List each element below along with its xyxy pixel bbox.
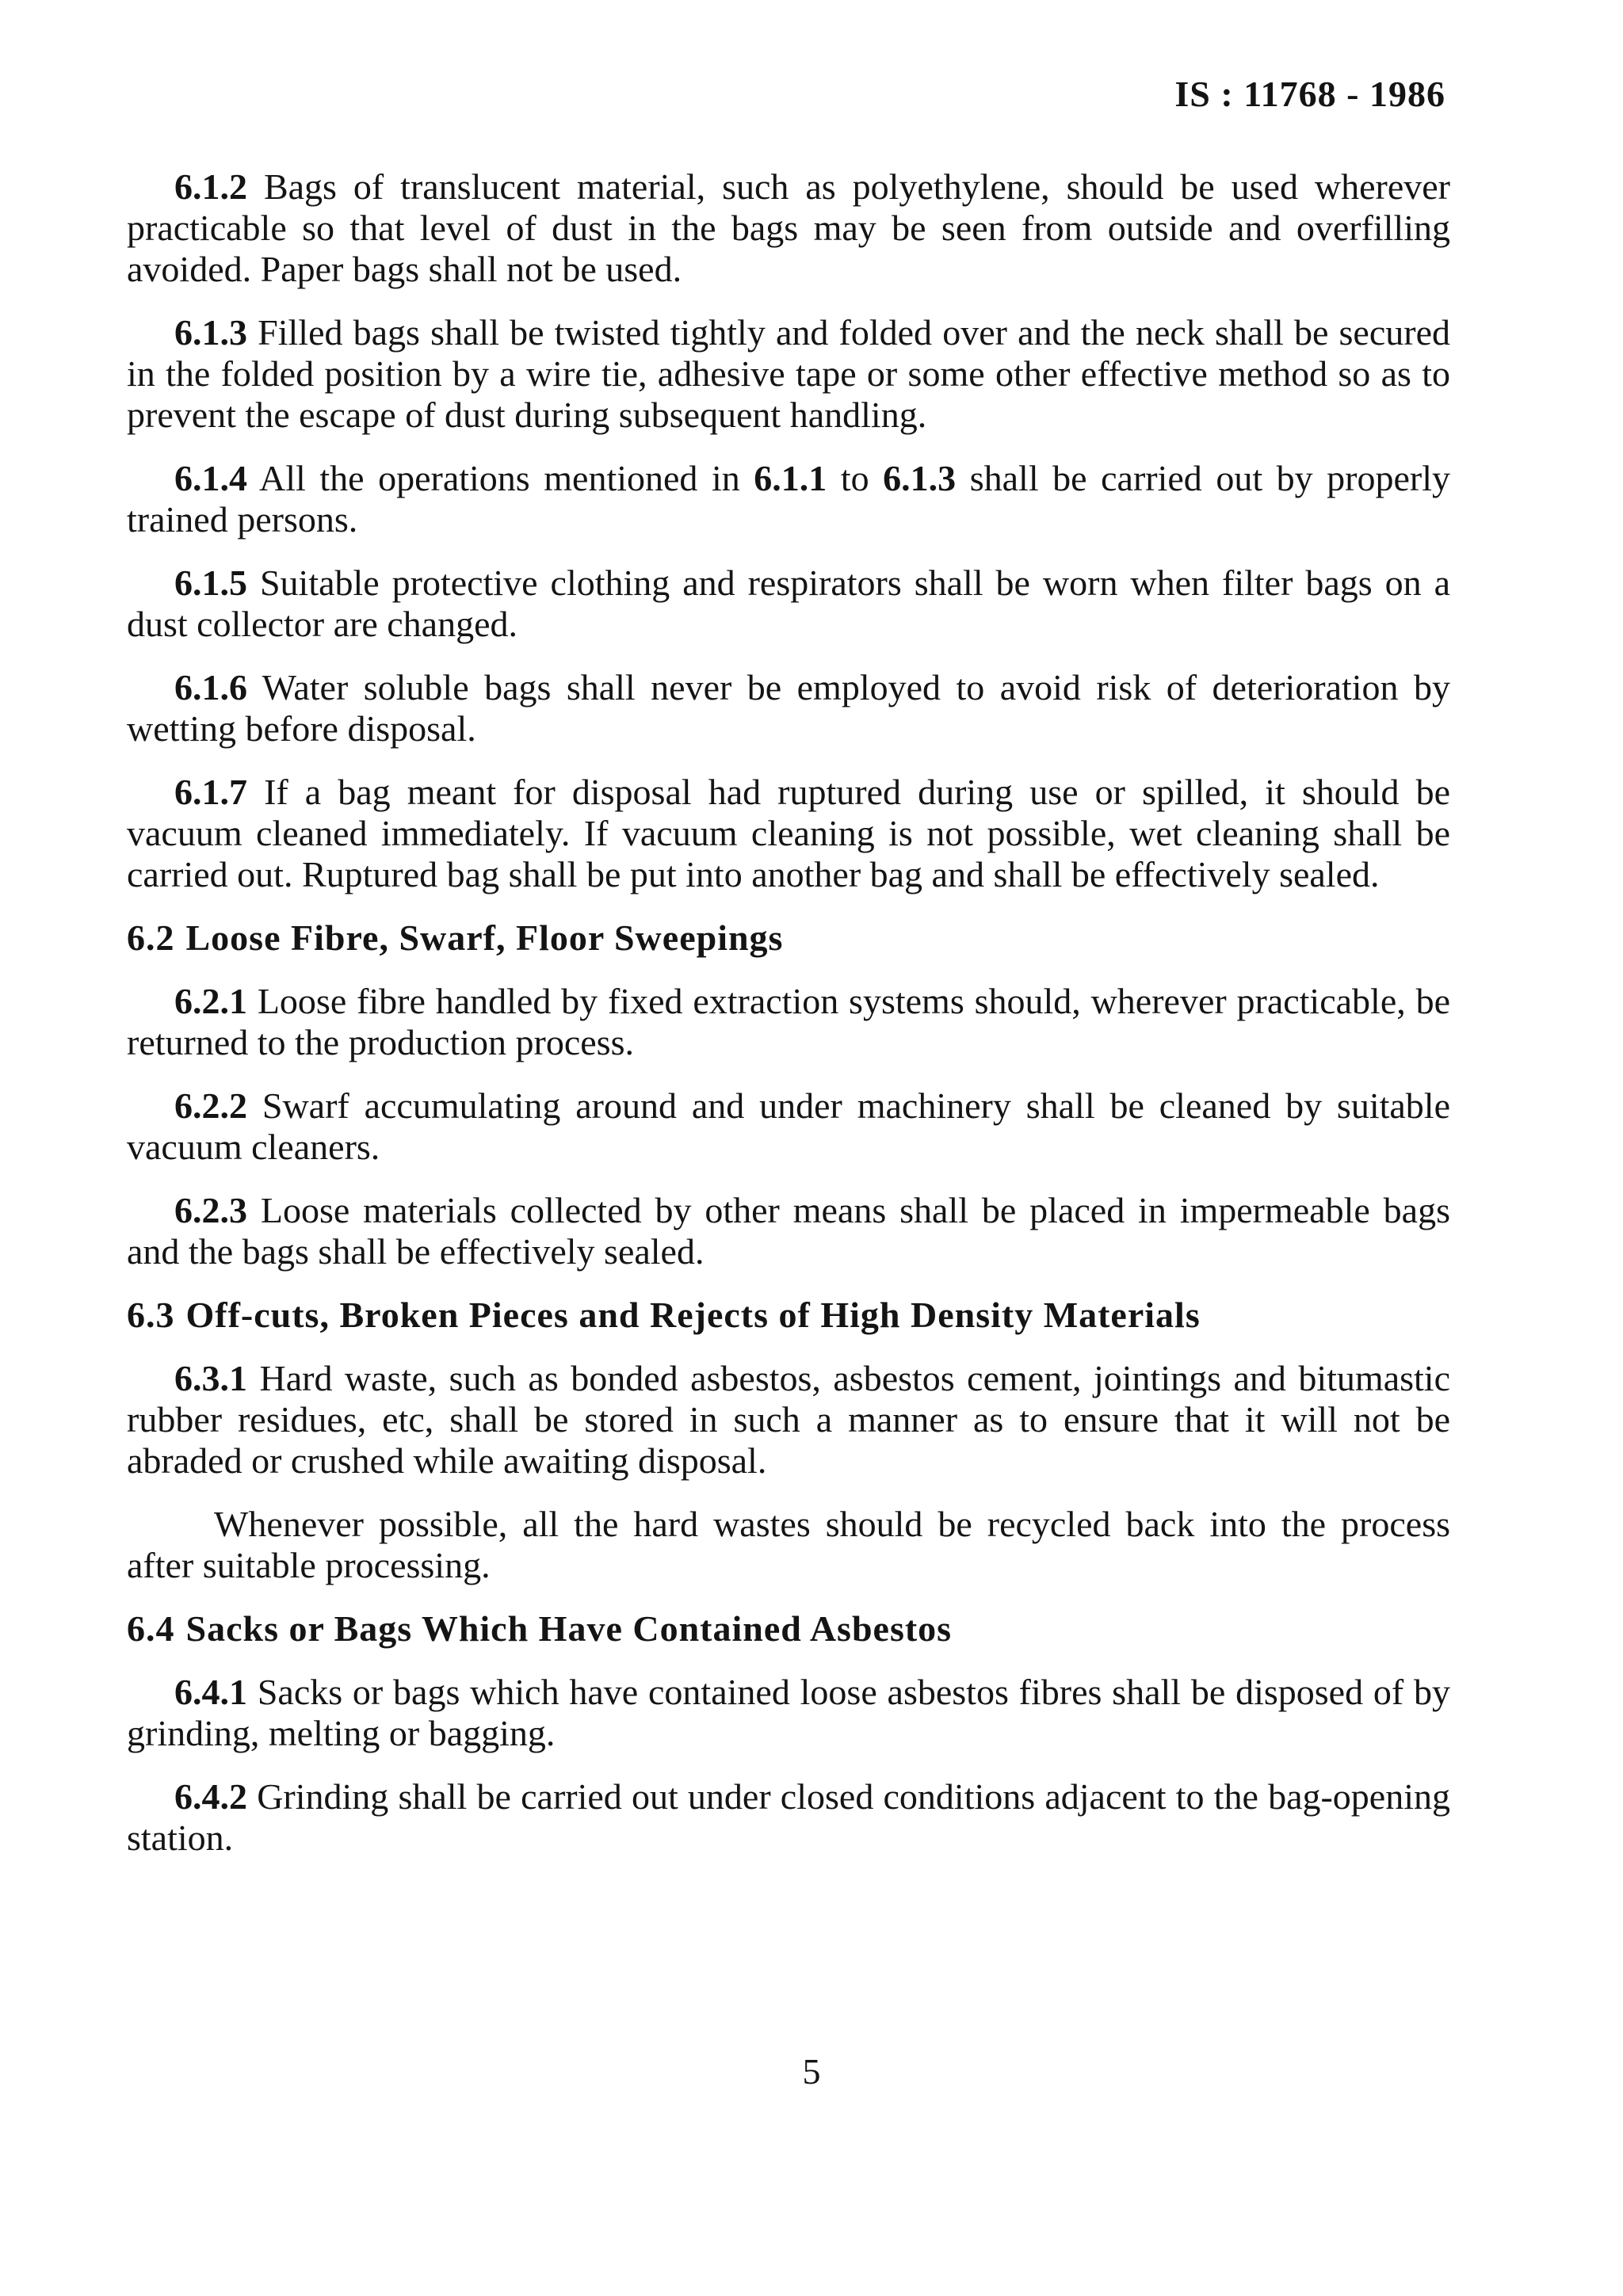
clause-text: Grinding shall be carried out under closed conditions adjacent to the bag-opening station. (127, 1776, 1450, 1858)
clause-text: Hard waste, such as bonded asbestos, asbestos cement, jointings and bitumastic rubber residues, etc, shall be stored in such a manner as to ensure that it will not be abraded or crushed while awaiting disposal. (127, 1358, 1450, 1481)
section-number: 6.4 (127, 1608, 175, 1649)
clause-number: 6.2.1 (174, 981, 247, 1021)
section-number: 6.3 (127, 1295, 175, 1335)
section-title: Loose Fibre, Swarf, Floor Sweepings (185, 917, 784, 958)
clause-text: Filled bags shall be twisted tightly and folded over and the neck shall be secured in the folded position by a wire tie, adhesive tape or some other effective method so as to prevent the escape of dust during subsequent handling. (127, 312, 1451, 435)
document-body (127, 166, 1450, 1881)
clause-number: 6.1.4 (174, 458, 247, 498)
clause-6-4-2 (127, 1776, 1450, 1859)
clause-number: 6.4.2 (174, 1776, 247, 1817)
clause-6-1-2 (127, 166, 1450, 290)
clause-text: Water soluble bags shall never be employed to avoid risk of deterioration by wetting before disposal. (127, 667, 1451, 749)
clause-text: Whenever possible, all the hard wastes should be recycled back into the process after suitable processing. (127, 1504, 1450, 1585)
page-number: 5 (802, 2051, 821, 2092)
clause-6-1-6 (127, 667, 1450, 749)
clause-text: If a bag meant for disposal had ruptured during use or spilled, it should be vacuum cleaned immediately. If vacuum cleaning is not possible, wet cleaning shall be carried out. Ruptured bag shall be put into another bag and shall be effectively sealed. (127, 772, 1450, 894)
clause-6-1-4 (127, 458, 1450, 540)
clause-number: 6.1.5 (174, 563, 247, 603)
clause-6-3-1-continuation (127, 1504, 1450, 1586)
clause-number: 6.2.3 (174, 1190, 247, 1230)
section-heading-6-2 (127, 917, 1450, 959)
section-title: Sacks or Bags Which Have Contained Asbestos (185, 1608, 953, 1649)
clause-6-1-3 (127, 312, 1450, 436)
clause-6-4-1 (127, 1672, 1450, 1754)
clause-number: 6.3.1 (174, 1358, 247, 1398)
clause-number: 6.1.3 (174, 312, 247, 353)
clause-reference: 6.1.1 (754, 458, 827, 498)
clause-number: 6.1.6 (174, 667, 247, 707)
clause-number: 6.4.1 (174, 1672, 247, 1712)
clause-6-2-2 (127, 1085, 1450, 1168)
clause-6-3-1 (127, 1358, 1450, 1482)
section-heading-6-3 (127, 1295, 1450, 1336)
clause-number: 6.1.2 (174, 166, 247, 207)
clause-number: 6.2.2 (174, 1085, 247, 1126)
section-title: Off-cuts, Broken Pieces and Rejects of High Density Materials (185, 1295, 1201, 1335)
clause-text: Bags of translucent material, such as polyethylene, should be used wherever practicable so that level of dust in the bags may be seen from outside and overfilling avoided. Paper bags shall not be used. (127, 166, 1451, 289)
clause-6-2-3 (127, 1190, 1450, 1272)
clause-text: shall be carried out by properly trained persons. (127, 458, 1451, 540)
clause-text: Swarf accumulating around and under machinery shall be cleaned by suitable vacuum cleaners. (127, 1085, 1451, 1167)
clause-text: Loose fibre handled by fixed extraction systems should, wherever practicable, be returned to the production process. (127, 981, 1450, 1062)
clause-reference: 6.1.3 (883, 458, 957, 498)
clause-text: to (840, 458, 869, 498)
clause-number: 6.1.7 (174, 772, 247, 812)
section-heading-6-4 (127, 1608, 1450, 1650)
clause-text: Suitable protective clothing and respirators shall be worn when filter bags on a dust collector are changed. (127, 563, 1450, 644)
clause-text: Sacks or bags which have contained loose asbestos fibres shall be disposed of by grinding, melting or bagging. (127, 1672, 1450, 1753)
clause-text: Loose materials collected by other means shall be placed in impermeable bags and the bags shall be effectively sealed. (127, 1190, 1450, 1272)
clause-6-2-1 (127, 981, 1450, 1063)
standard-number-header: IS : 11768 - 1986 (1174, 74, 1445, 114)
clause-6-1-5 (127, 563, 1450, 645)
clause-6-1-7 (127, 772, 1450, 895)
section-number: 6.2 (127, 917, 175, 958)
clause-text: All the operations mentioned in (259, 458, 740, 498)
